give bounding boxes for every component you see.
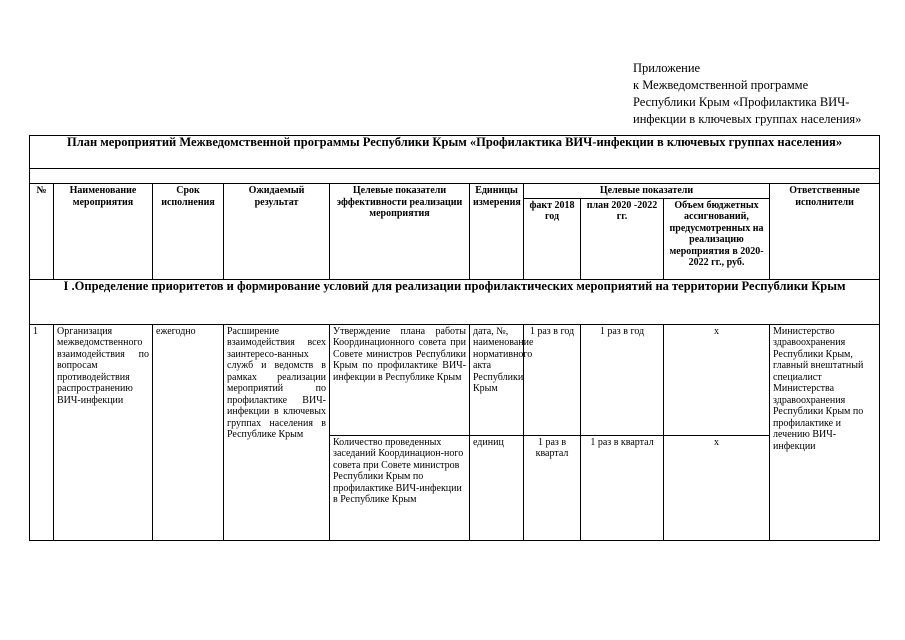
row-budget: х: [664, 435, 770, 540]
table-title: План мероприятий Межведомственной программы Республики Крым «Профилактика ВИЧ-инфекции в ключевых группах населения»: [30, 136, 880, 169]
row-responsible: Министерство здравоохранения Республики Крым, главный внештатный специалист Министерства здравоохранения Республики Крым по профилактике и лечению ВИЧ-инфекции: [770, 324, 880, 540]
header-name: Наименование мероприятия: [54, 184, 153, 280]
row-fact: 1 раз в год: [524, 324, 581, 435]
header-responsible: Ответственные исполнители: [770, 184, 880, 280]
appendix-caption: [633, 60, 861, 128]
header-result: Ожидаемый результат: [224, 184, 330, 280]
appendix-line: инфекции в ключевых группах населения»: [633, 112, 862, 126]
row-plan: 1 раз в квартал: [581, 435, 664, 540]
spacer-row: [30, 169, 880, 184]
appendix-line: Республики Крым «Профилактика ВИЧ-: [633, 95, 850, 109]
table-row: [30, 324, 880, 435]
row-indicator: Количество проведенных заседаний Координацион-ного совета при Совете министров Республики Крым по профилактике ВИЧ-инфекции в Республике Крым: [330, 435, 470, 540]
row-name: Организация межведомственного взаимодействия по вопросам противодействия распространению ВИЧ-инфекции: [54, 324, 153, 540]
header-units: Единицы измерения: [470, 184, 524, 280]
header-budget: Объем бюджетных ассигнований, предусмотренных на реализацию мероприятия в 2020-2022 гг., руб.: [664, 198, 770, 279]
header-plan: план 2020 -2022 гг.: [581, 198, 664, 279]
row-fact: 1 раз в квартал: [524, 435, 581, 540]
row-plan: 1 раз в год: [581, 324, 664, 435]
header-term: Срок исполнения: [153, 184, 224, 280]
row-unit: дата, №, наименование нормативного акта Республики Крым: [470, 324, 524, 435]
appendix-line: к Межведомственной программе: [633, 78, 809, 92]
header-targets: Целевые показатели: [524, 184, 770, 199]
row-result: Расширение взаимодействия всех заинтересо-ванных служб и ведомств в рамках реализации мероприятий по профилактике ВИЧ-инфекции в ключевых группах населения в Республике Крым: [224, 324, 330, 540]
appendix-line: Приложение: [633, 61, 701, 75]
section-title: I .Определение приоритетов и формирование условий для реализации профилактических мероприятий на территории Республики Крым: [30, 279, 880, 324]
section-row: [30, 279, 880, 324]
header-fact: факт 2018 год: [524, 198, 581, 279]
header-num: №: [30, 184, 54, 280]
row-num: 1: [30, 324, 54, 540]
header-indicators: Целевые показатели эффективности реализации мероприятия: [330, 184, 470, 280]
row-indicator: Утверждение плана работы Координационного совета при Совете министров Республики Крым по профилактике ВИЧ-инфекции в Республике Крым: [330, 324, 470, 435]
row-unit: единиц: [470, 435, 524, 540]
row-budget: х: [664, 324, 770, 435]
header-row: [30, 184, 880, 199]
table-title-row: [30, 136, 880, 169]
plan-table: [29, 135, 880, 541]
row-term: ежегодно: [153, 324, 224, 540]
